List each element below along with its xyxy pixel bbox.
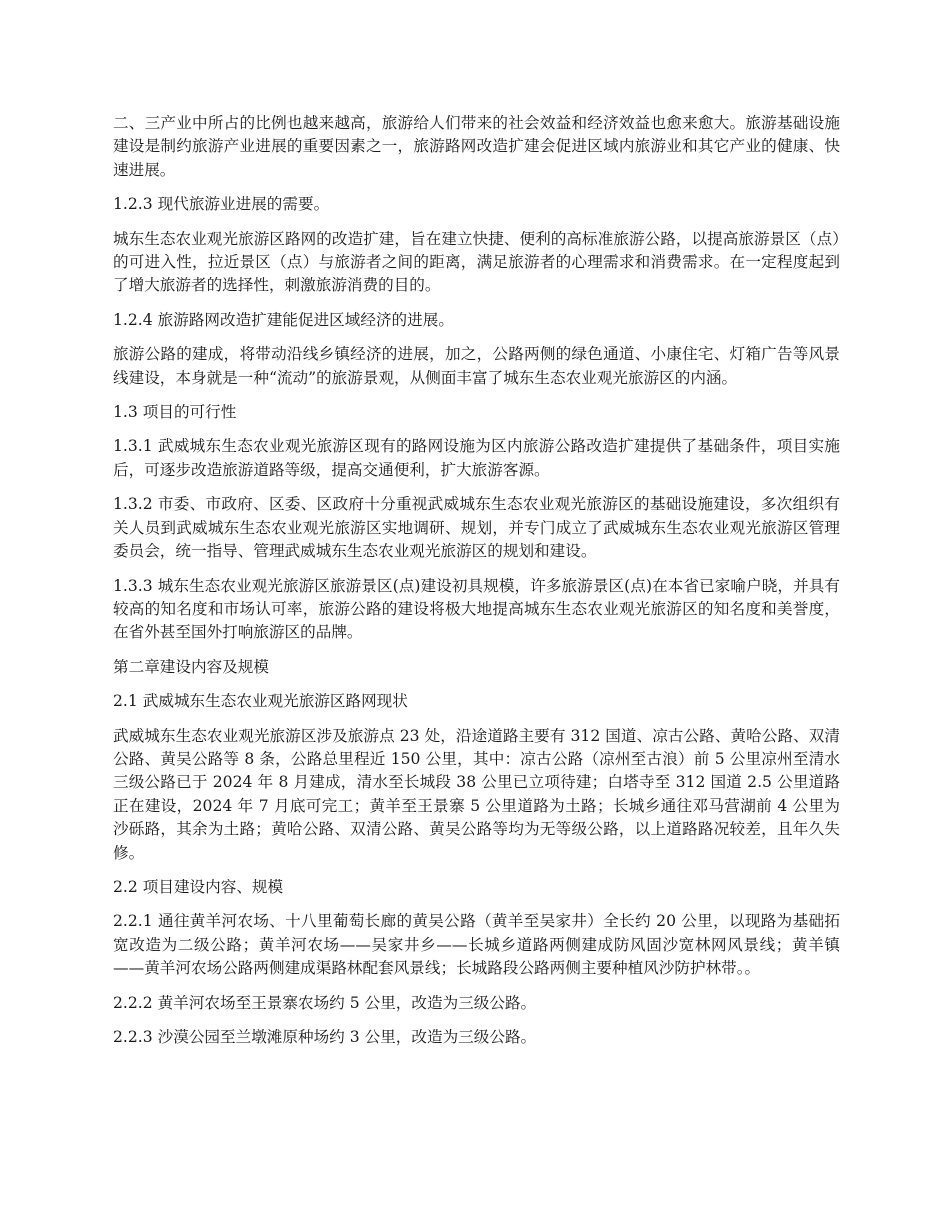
body-paragraph: 2.2.1 通往黄羊河农场、十八里葡萄长廊的黄吴公路（黄羊至吴家井）全长约 20 公里，以现路为基础拓宽改造为二级公路；黄羊河农场——吴家井乡——长城乡道路两侧建成防风固沙宽林网风景线；黄羊镇——黄羊河农场公路两侧建成渠路林配套风景线；长城路段公路两侧主要种植风沙防护林带。。 [113,912,840,978]
section-heading: 2.1 武威城东生态农业观光旅游区路网现状 [113,692,408,711]
body-paragraph: 2.2.2 黄羊河农场至王景寨农场约 5 公里，改造为三级公路。 [113,993,537,1012]
section-heading: 1.2.4 旅游路网改造扩建能促进区域经济的进展。 [113,310,454,329]
section-heading: 1.3 项目的可行性 [113,403,237,422]
body-paragraph: 2.2.3 沙漠公园至兰墩滩原种场约 3 公里，改造为三级公路。 [113,1028,537,1046]
body-paragraph: 武威城东生态农业观光旅游区涉及旅游点 23 处，沿途道路主要有 312 国道、凉古公路、黄哈公路、双清公路、黄吴公路等 8 条，公路总里程近 150 公里，其中：凉古公路（凉州至古浪）前 5 公里凉州至清水三级公路已于 2024 年 8 月建成，清水至长城段 38 公里已立项待建；白塔寺至 312 国道 2.5 公里道路正在建设，2024 年 7 月底可完工；黄羊至王景寨 5 公里道路为土路；长城乡通往邓马营湖前 4 公里为沙砾路，其余为土路；黄哈公路、双清公路、黄吴公路等均为无等级公路，以上道路路况较差，且年久失修。 [113,726,840,862]
section-heading: 1.2.3 现代旅游业进展的需要。 [113,195,330,214]
body-paragraph: 旅游公路的建成，将带动沿线乡镇经济的进展，加之，公路两侧的绿色通道、小康住宅、灯箱广告等风景线建设，本身就是一种“流动”的旅游景观，从侧面丰富了城东生态农业观光旅游区的内涵。 [113,345,840,387]
body-paragraph: 二、三产业中所占的比例也越来越高，旅游给人们带来的社会效益和经济效益也愈来愈大。旅游基础设施建设是制约旅游产业进展的重要因素之一，旅游路网改造扩建会促进区域内旅游业和其它产业的健康、快速进展。 [113,114,840,179]
body-paragraph: 城东生态农业观光旅游区路网的改造扩建，旨在建立快捷、便利的高标准旅游公路，以提高旅游景区（点）的可进入性，拉近景区（点）与旅游者之间的距离，满足旅游者的心理需求和消费需求。在一定程度起到了增大旅游者的选择性，刺激旅游消费的目的。 [113,229,840,295]
chapter-heading: 第二章建设内容及规模 [113,657,269,676]
body-paragraph: 1.3.3 城东生态农业观光旅游区旅游景区(点)建设初具规模，许多旅游景区(点)在本省已家喻户晓，并具有较高的知名度和市场认可率，旅游公路的建设将极大地提高城东生态农业观光旅游区的知名度和美誉度，在省外甚至国外打响旅游区的品牌。 [113,576,840,642]
section-heading: 2.2 项目建设内容、规模 [113,877,284,896]
body-paragraph: 1.3.2 市委、市政府、区委、区政府十分重视武威城东生态农业观光旅游区的基础设施建设，多次组织有关人员到武威城东生态农业观光旅游区实地调研、规划，并专门成立了武威城东生态农业观光旅游区管理委员会，统一指导、管理武威城东生态农业观光旅游区的规划和建设。 [113,495,840,561]
body-paragraph: 1.3.1 武威城东生态农业观光旅游区现有的路网设施为区内旅游公路改造扩建提供了基础条件，项目实施后，可逐步改造旅游道路等级，提高交通便利，扩大旅游客源。 [113,437,840,479]
